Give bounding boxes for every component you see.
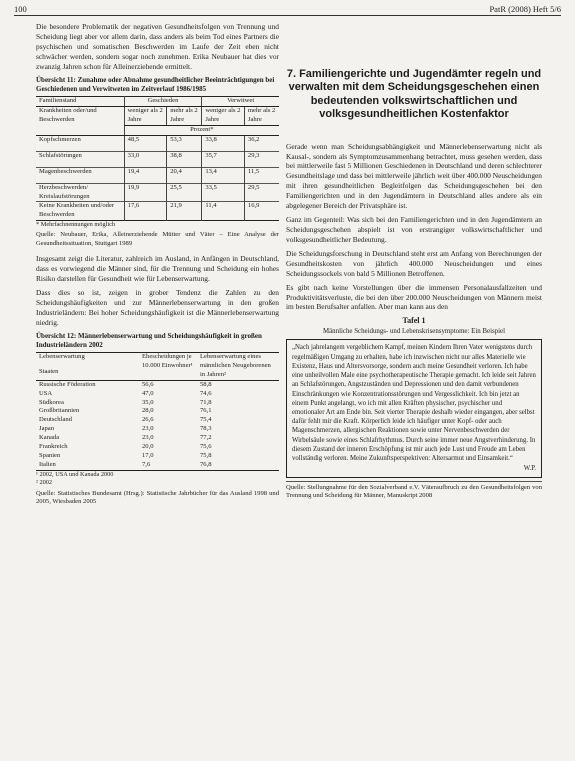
table1-footnote: * Mehrfachnennungen möglich [36, 220, 116, 228]
table2-h3: Lebenserwartung eines männlichen Neugeborenen in Jahren² [197, 353, 279, 380]
table2-divorce: 23,0 [142, 425, 154, 433]
table1-row-label: Magenbeschwerden [36, 167, 124, 183]
table2-state: Italien [39, 460, 56, 468]
table-row [36, 416, 279, 425]
table1-cell: 19,9 [124, 183, 167, 202]
table1-cell: 35,7 [202, 151, 245, 167]
table1-cell: 33,8 [202, 135, 245, 151]
table2-state: Kanada [39, 434, 60, 442]
table2-divorce: 20,0 [142, 443, 154, 450]
table2-divorce: 56,6 [142, 380, 154, 388]
table2-divorce: 47,0 [142, 389, 154, 397]
table2-divorce: 23,0 [142, 434, 154, 442]
table1-sub-less: weniger als 2 Jahre [124, 107, 167, 126]
table1-cell: 19,4 [124, 167, 167, 183]
health-decline-table [36, 96, 279, 221]
table2-caption: Übersicht 12: Männerlebenserwartung und Scheidungshäufigkeit in großen Industrieländern 2002 [36, 331, 262, 349]
table2-source: Quelle: Statistisches Bundesamt (Hrsg.): Statistische Jahrbücher für das Ausland 1998 und 2005, Wiesbaden 2005 [36, 489, 279, 506]
table2-state: USA [39, 389, 53, 397]
table2-divorce: 35,0 [142, 398, 154, 406]
table-row [36, 167, 279, 183]
table-row [36, 390, 279, 399]
source-rule [286, 481, 542, 482]
table2-life: 71,8 [200, 398, 212, 406]
tafel-signature: W.P. [523, 465, 536, 473]
header-rule [14, 15, 561, 16]
table1-sub-more: mehr als 2 Jahre [167, 107, 202, 126]
paragraph-trend: Dass dies so ist, zeigen in grober Tendenz die Zahlen zu den Scheidungshäufigkeiten und zur Männerlebenserwartung in den großen Industrieländern: Bei hoher Scheidungshäufigkeit ist die Männerlebenserwartung niedrig. [36, 287, 279, 327]
table2-footnote-2: ² 2002 [36, 479, 53, 487]
intro-paragraph: Die besondere Problematik der negativen Gesundheitsfolgen von Trennung und Scheidung liegt aber vor allem darin, dass anders als beim Tod eines Partners die psychischen und somatischen Beschwerden im Laufe der Zeit eben nicht schwächer werden, sondern sogar noch zunehmen. Erika Neubauer hat dies vor zwanzig Jahren schon für Alleinerziehende ermittelt. [36, 22, 279, 71]
table1-cell: 48,5 [124, 135, 167, 151]
table1-col-familienstand: Familienstand [36, 97, 124, 107]
table1-cell: 16,9 [244, 202, 279, 221]
table1-row-header: Krankheiten oder/und Beschwerden [36, 107, 124, 135]
tafel-box [286, 339, 542, 477]
table2-state: Südkorea [39, 398, 64, 406]
table2-life: 75,4 [200, 416, 212, 424]
table-row [36, 461, 279, 470]
table2-h2: Ehescheidungen je 10.000 Einwohner¹ [139, 353, 197, 380]
table1-cell: 20,4 [167, 167, 202, 183]
table2-life: 78,3 [200, 425, 212, 433]
table2-h-states: Staaten [39, 368, 59, 376]
table1-sub-more: mehr als 2 Jahre [244, 107, 279, 126]
paragraph-right-1: Gerade wenn man Scheidungsabhängigkeit und Männerlebenserwartung nicht als Kausal-, sondern als Symptomzusammenhang betrachtet, muss gesehen werden, dass bei mittlerweile fast 5 Millionen Geschiedenen in Deutschland und deren schlechterer Gesundheitslage und dass bei mittlerweile jährlich weit über 400.000 Neuscheidungen mit ihren gesundheitlichen Begleitfolgen das Scheidungsgeschehen bei den Familiengerichten und in den Jugendämtern in Deutschland alles andere als ein abgelegener Bereich der Privatsphäre ist. [286, 141, 542, 211]
table2-state: Japan [39, 425, 55, 433]
table2-state: Deutschland [39, 416, 72, 424]
tafel-subtitle: Männliche Scheidungs- und Lebenskrisensymptome: Ein Beispiel [323, 328, 505, 336]
table1-group-divorced: Geschieden [124, 97, 202, 107]
table2-h1: Lebenserwartung [39, 353, 85, 361]
table1-cell: 11,4 [202, 202, 245, 221]
table1-cell: 17,6 [124, 202, 167, 221]
section-heading: 7. Familiengerichte und Jugendämter regeln und verwalten mit dem Scheidungsgeschehen einen bedeutenden volkswirtschaftlichen und volksgesundheitlichen Kostenfaktor [286, 68, 542, 121]
table-row [36, 443, 279, 452]
table1-cell: 29,5 [244, 183, 279, 202]
table1-cell: 21,9 [167, 202, 202, 221]
paragraph-right-2: Ganz im Gegenteil: Was sich bei den Familiengerichten und in den Jugendämtern an Scheidungsgeschehen abspielt ist von erstrangiger volkswirtschaftlicher und volksgesundheitlicher Bedeutung. [286, 215, 542, 244]
table2-life: 76,1 [200, 407, 212, 415]
paragraph-right-4: Es gibt nach keine Vorstellungen über die immensen Personalausfallzeiten und Produktivitätsverluste, die bei den über 200.000 Neuscheidungen von Männern meist im besten Berufsalter anfallen. Aber man kann aus den [286, 282, 542, 312]
table1-cell: 53,3 [167, 135, 202, 151]
table-row [36, 452, 279, 461]
table1-caption: Übersicht 11: Zunahme oder Abnahme gesundheitlicher Beeinträchtigungen bei Geschiedenen und Verwitweten im Zeitverlauf 1986/1985 [36, 75, 275, 93]
tafel-source: Quelle: Stellungnahme für den Sozialverband e.V. Väteraufbruch zu den Gesundheitsfolgen von Trennung und Scheidung für Männer, Manuskript 2008 [286, 483, 542, 500]
paragraph-right-3: Die Scheidungsforschung in Deutschland steht erst am Anfang von Berechnungen der Gesundheitskosten von jährlich 400.000 Neuscheidungen und eines Scheidungssockels von bald 5 Millionen Betroffenen. [286, 248, 542, 278]
left-column [36, 22, 279, 512]
table1-sub-less: weniger als 2 Jahre [202, 107, 245, 126]
table1-cell: 33,0 [124, 151, 167, 167]
tafel-quote: „Nach jahrelangem vergeblichem Kampf, meinen Kindern Ihren Vater wenigstens durch regelmäßigen Umgang zu erhalten, habe ich inzwischen nicht nur alles Materielle wie Existenz, Haus und Altersvorsorge, sondern auch meine Gesundheit verloren. Ich habe eine unheilvollen Male eine psychotherapeutische Therapie gemacht. Ich leide seit Jahren an Schlafstörungen, Angstzuständen und Depressionen und den damit verbundenen Einschränkungen wie Konzentrationsstörungen und Vergesslichkeit. Ich bin jetzt an einem Punkt angelangt, wo ich mit allen Kräften physischer, psychischer und emotionaler Art am Ende bin. Seit vierter Therapie deshalb wieder eingangen, aber selbst dafür fehlt mir die Kraft. Körperlich leide ich häufiger unter Kopf- oder auch Magenschmerzen, allergischen Reaktionen sowie unter Nervenbeschwerden der Wirbelsäule sowie eines Schlafrhythmus. Durch seine immer neue Angstverhinderung. In diesem Zustand der inneren Erschöpfung ist mir auch jede Lust und Freude am Leben vollständig verloren. Meine Zukunftsperspektiven: Altersarmut und Einsamkeit.“ [292, 344, 536, 463]
table1-cell: 33,5 [202, 183, 245, 202]
table2-footnote-1: ¹ 2002, USA und Kanada 2000 [36, 470, 114, 478]
table2-life: 77,2 [200, 434, 212, 442]
table2-divorce: 7,6 [142, 460, 151, 468]
table1-cell: 29,3 [244, 151, 279, 167]
table2-life: 75,6 [200, 443, 212, 450]
table-row [36, 151, 279, 167]
table1-cell: 13,4 [202, 167, 245, 183]
table2-state: Großbritannien [39, 407, 80, 415]
table1-source: Quelle: Neubauer, Erika, Alleinerziehende Mütter und Väter – Eine Analyse der Gesundheitssituation, Stuttgart 1989 [36, 231, 279, 248]
paragraph-literature: Insgesamt zeigt die Literatur, zahlreich im Ausland, in Anfängen in Deutschland, dass es vorwiegend die Männer sind, für die Trennung und Scheidung ein hohes Risiko darstellen für Gesundheit wie für Lebenserwartung. [36, 254, 279, 283]
table1-row-label: Kopfschmerzen [36, 135, 124, 151]
life-expectancy-table [36, 352, 279, 470]
table2-state: Frankreich [39, 443, 68, 450]
table2-life: 76,8 [200, 460, 212, 468]
table-row [36, 135, 279, 151]
table-row [36, 380, 279, 389]
page-number: 100 [14, 4, 27, 14]
table2-state: Russische Föderation [39, 380, 96, 388]
table-row [36, 183, 279, 202]
table2-divorce: 28,0 [142, 407, 154, 415]
table2-life: 75,8 [200, 451, 212, 459]
table1-cell: 38,8 [167, 151, 202, 167]
table1-row-label: Keine Krankheiten und/oder Beschwerden [36, 202, 124, 221]
table1-group-widowed: Verwitwet [202, 97, 279, 107]
table-row [36, 425, 279, 434]
right-column [286, 22, 542, 506]
table1-unit: Prozent* [124, 125, 279, 135]
table-row [36, 399, 279, 408]
journal-reference: PatR (2008) Heft 5/6 [489, 4, 561, 14]
table1-cell: 25,5 [167, 183, 202, 202]
table-row [36, 434, 279, 443]
table2-life: 58,8 [200, 380, 212, 388]
table2-divorce: 26,6 [142, 416, 154, 424]
tafel-title: Tafel 1 [402, 316, 426, 326]
table-row [36, 407, 279, 416]
table-row [36, 202, 279, 221]
table2-col-life [36, 353, 139, 380]
table2-life: 74,6 [200, 389, 212, 397]
table1-row-label: Schlafstörungen [36, 151, 124, 167]
table1-cell: 36,2 [244, 135, 279, 151]
table2-divorce: 17,0 [142, 451, 154, 459]
table1-row-label: Herzbeschwerden/ Kreislaufstörungen [36, 183, 124, 202]
table2-state: Spanien [39, 451, 61, 459]
table1-cell: 11,5 [244, 167, 279, 183]
